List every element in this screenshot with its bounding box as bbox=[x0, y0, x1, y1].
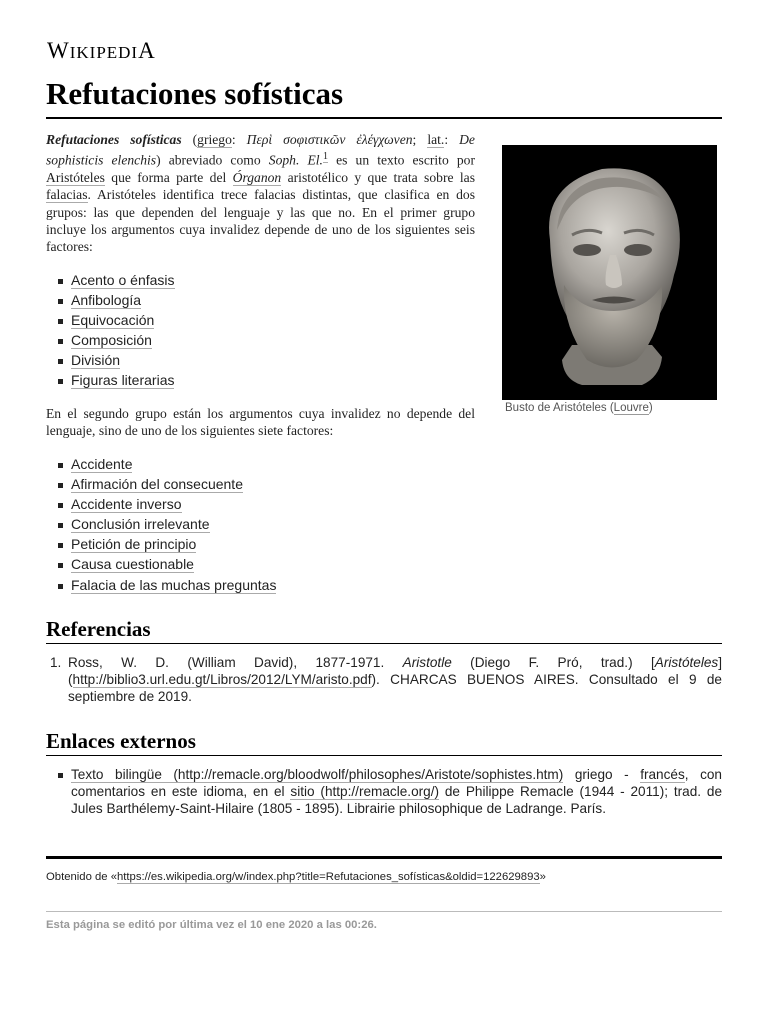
list-link[interactable]: Accidente bbox=[71, 456, 133, 472]
retrieved-suffix: » bbox=[539, 871, 546, 883]
external-text-3: de Philippe Remacle (1944 - 2011); trad. de Jules Barthélemy-Saint-Hilaire (1805 - 1895). Librairie philosophique de Ladrange. París. bbox=[71, 784, 723, 816]
article-subject: Refutaciones sofísticas bbox=[46, 132, 182, 147]
retrieved-from bbox=[46, 871, 546, 883]
reference-title-es: Aristóteles bbox=[654, 655, 719, 670]
latin-link[interactable]: lat. bbox=[427, 132, 445, 147]
external-link-body bbox=[71, 766, 722, 817]
page-title: Refutaciones sofísticas bbox=[46, 76, 344, 111]
logo-letter-a: A bbox=[138, 38, 156, 63]
list-item bbox=[46, 514, 276, 534]
list-item bbox=[46, 330, 175, 350]
list-link[interactable]: Petición de principio bbox=[71, 536, 197, 553]
bottom-divider bbox=[46, 911, 722, 912]
reference-text-3: ] ( bbox=[68, 655, 723, 687]
caption-text-end: ) bbox=[648, 402, 653, 414]
latin-title: De sophisticis elenchis bbox=[46, 132, 475, 168]
list-item bbox=[46, 270, 175, 290]
abbrev: Soph. El. bbox=[268, 152, 323, 168]
fallacy-list-language bbox=[46, 270, 175, 391]
aristotle-bust-image[interactable] bbox=[502, 145, 717, 400]
intro-text-3: aristotélico y que trata sobre las bbox=[287, 170, 475, 186]
fallacy-list-nonlanguage bbox=[46, 454, 276, 595]
abbrev-text: abreviado como bbox=[168, 152, 261, 168]
list-item bbox=[46, 350, 175, 370]
intro-paragraph: Refutaciones sofísticas (griego: Περὶ σοφιστικῶν ἐλέγχωνen; lat.: De sophisticis elenchis) abreviado como Soph. El.$^1$ es un texto escrito por Aristóteles que forma parte del Órganon aristotélico y que trata sobre las falacias. Aristóteles identifica trece falacias distintas, que clasifica en dos grupos: las que dependen del lenguaje y las que no. En el primer grupo incluye los argumentos cuya invalidez depende de uno de los siguientes seis factores: bbox=[46, 132, 475, 255]
list-link[interactable]: Conclusión irrelevante bbox=[71, 516, 210, 533]
list-item bbox=[46, 370, 175, 390]
list-item bbox=[46, 554, 276, 574]
external-text-2: , con comentarios en este idioma, en el bbox=[71, 767, 722, 799]
organon-label: Órganon bbox=[232, 170, 282, 186]
list-link[interactable]: División bbox=[71, 352, 121, 369]
caption-text: Busto de Aristóteles ( bbox=[505, 402, 614, 414]
intro-text-2: que forma parte del bbox=[111, 170, 227, 186]
wikipedia-logo[interactable] bbox=[47, 38, 156, 64]
last-edited-notice: Esta página se editó por última vez el 10 ene 2020 a las 00:26. bbox=[46, 919, 377, 931]
list-item bbox=[46, 310, 175, 330]
reference-number: 1. bbox=[50, 655, 62, 670]
sitio-link[interactable]: sitio (http://remacle.org/) bbox=[290, 784, 440, 799]
list-link[interactable]: Composición bbox=[71, 332, 152, 349]
logo-letters: IKIPEDI bbox=[69, 43, 139, 62]
second-group-paragraph: En el segundo grupo están los argumentos cuya invalidez no depende del lenguaje, sino de uno de los siguientes siete factores: bbox=[46, 406, 475, 439]
bilingual-text-link[interactable]: Texto bilingüe (http://remacle.org/bloodwolf/philosophes/Aristote/sophistes.htm) bbox=[71, 767, 564, 782]
reference-body bbox=[68, 654, 722, 705]
reference-item bbox=[46, 654, 722, 705]
list-item bbox=[46, 494, 276, 514]
louvre-link[interactable]: Louvre bbox=[613, 402, 649, 414]
organon-link[interactable] bbox=[233, 170, 282, 186]
frances-link[interactable]: francés bbox=[640, 767, 685, 782]
greek-link[interactable]: griego bbox=[197, 132, 232, 147]
reference-author: Ross, W. D. (William David), 1877-1971. bbox=[68, 655, 385, 670]
logo-letter-w: W bbox=[47, 38, 70, 63]
external-links-heading: Enlaces externos bbox=[46, 729, 196, 753]
list-bullet bbox=[58, 773, 63, 778]
external-link-item bbox=[46, 766, 722, 817]
list-item bbox=[46, 474, 276, 494]
reference-mark[interactable]: 1 bbox=[322, 151, 328, 163]
greek-title: Περὶ σοφιστικῶν ἐλέγχωνen bbox=[246, 132, 413, 147]
intro-text-1: es un texto escrito por bbox=[336, 152, 475, 168]
list-link[interactable]: Figuras literarias bbox=[71, 372, 175, 389]
references-divider bbox=[46, 643, 722, 644]
list-item bbox=[46, 454, 276, 474]
image-caption bbox=[505, 402, 653, 414]
list-item bbox=[46, 534, 276, 554]
external-links-divider bbox=[46, 755, 722, 756]
title-divider bbox=[46, 117, 722, 119]
aristoteles-link[interactable]: Aristóteles bbox=[46, 170, 105, 186]
list-link[interactable]: Afirmación del consecuente bbox=[71, 476, 243, 493]
external-text-1: griego - bbox=[574, 767, 629, 782]
retrieved-prefix: Obtenido de « bbox=[46, 871, 117, 883]
list-link[interactable]: Accidente inverso bbox=[71, 496, 182, 513]
footer-divider bbox=[46, 856, 722, 859]
list-item bbox=[46, 575, 276, 595]
bust-illustration bbox=[502, 145, 717, 400]
list-link[interactable]: Falacia de las muchas preguntas bbox=[71, 576, 277, 593]
intro-text-4: . Aristóteles identifica trece falacias distintas, que clasifica en dos grupos: las que dependen del lenguaje y las que no. En el primer grupo incluye los argumentos cuya invalidez depende de uno de los siguientes seis factores: bbox=[46, 187, 475, 255]
reference-text-2: (Diego F. Pró, trad.) [ bbox=[470, 655, 655, 670]
references-heading: Referencias bbox=[46, 617, 151, 641]
permalink[interactable]: https://es.wikipedia.org/w/index.php?title=Refutaciones_sofísticas&oldid=122629893 bbox=[116, 871, 540, 883]
falacias-link[interactable]: falacias bbox=[46, 187, 88, 203]
reference-url-link[interactable]: http://biblio3.url.edu.gt/Libros/2012/LYM/aristo.pdf bbox=[72, 672, 372, 687]
list-link[interactable]: Anfibología bbox=[71, 292, 142, 309]
list-link[interactable]: Equivocación bbox=[71, 312, 155, 329]
list-item bbox=[46, 290, 175, 310]
list-link[interactable]: Acento o énfasis bbox=[71, 272, 175, 288]
reference-title: Aristotle bbox=[402, 655, 452, 670]
list-link[interactable]: Causa cuestionable bbox=[71, 556, 194, 573]
reference-text-4: ). CHARCAS BUENOS AIRES. Consultado el 9 de septiembre de 2019. bbox=[68, 672, 722, 704]
